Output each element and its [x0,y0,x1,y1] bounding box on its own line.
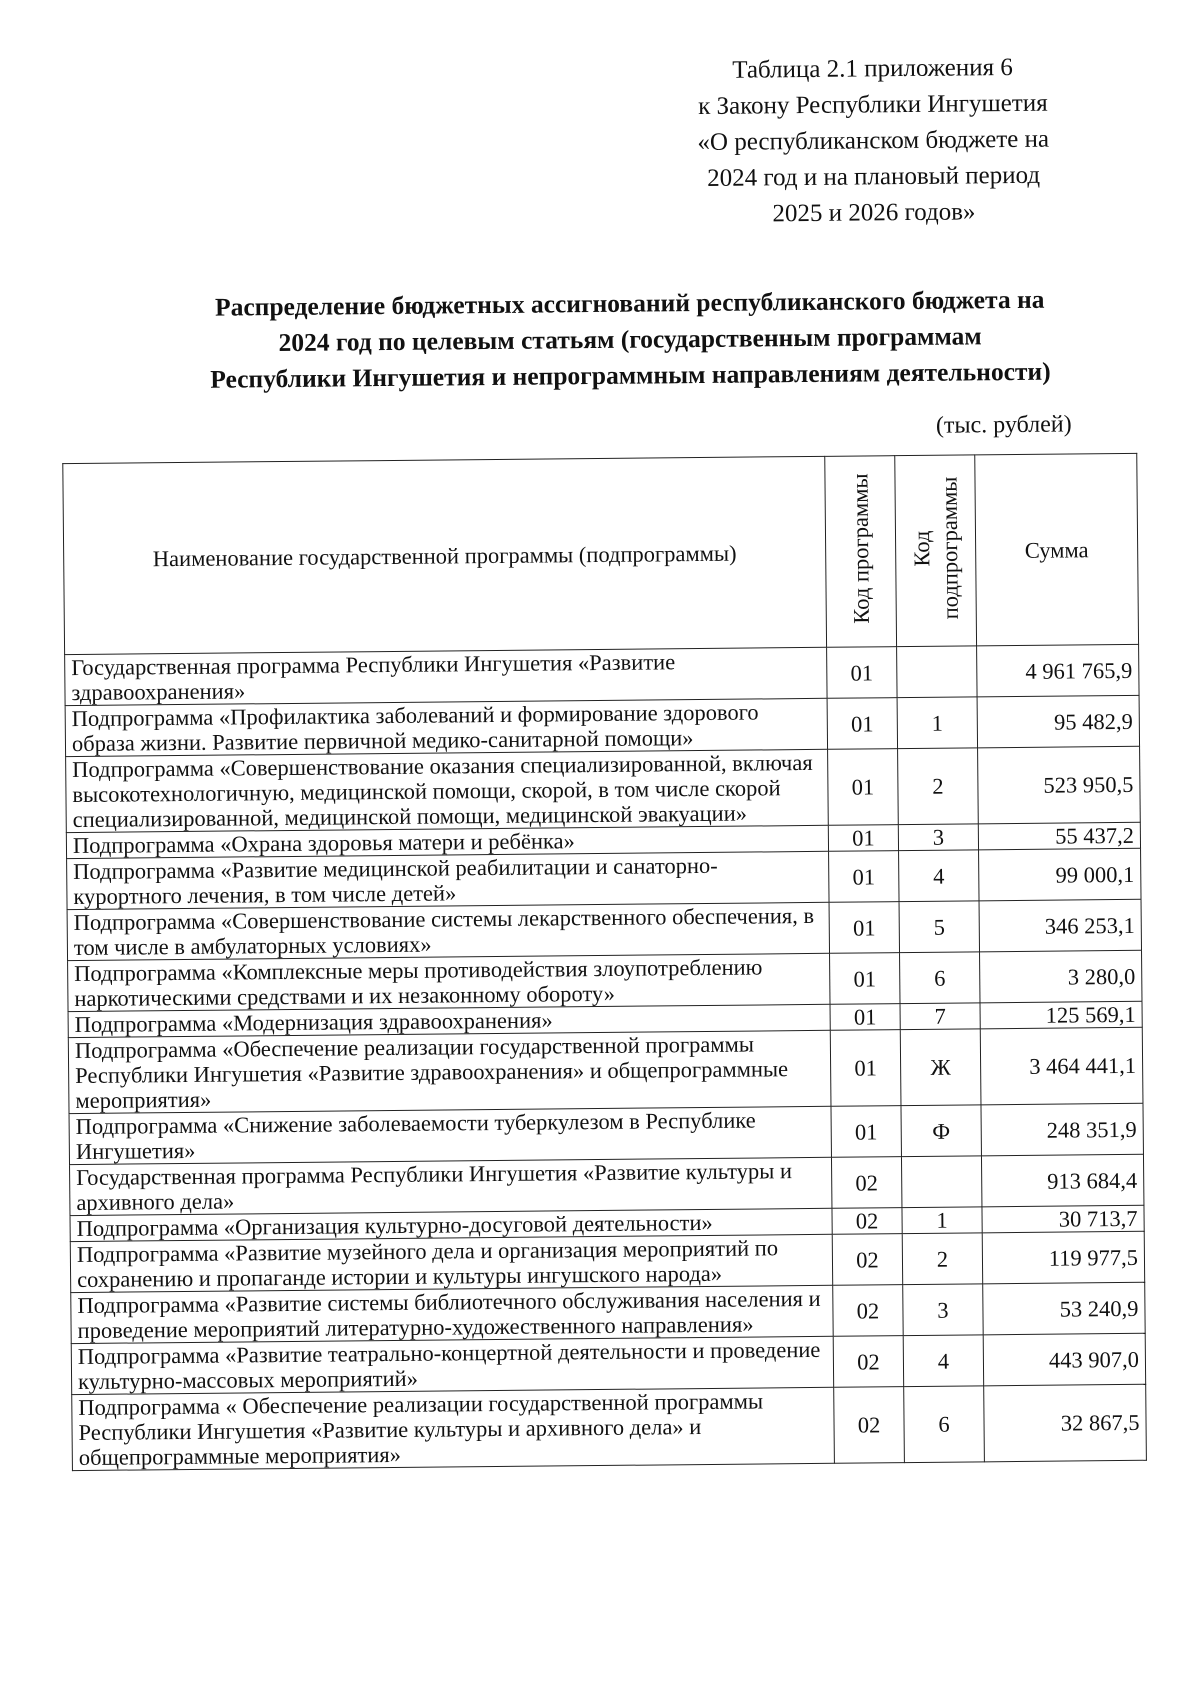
sum-cell: 32 867,5 [984,1384,1147,1462]
program-code-cell: 02 [833,1285,903,1337]
subprogram-code-cell: 2 [898,748,979,825]
program-code-cell: 02 [832,1234,902,1286]
program-name-cell: Подпрограмма «Профилактика заболеваний и формирование здорового образа жизни. Развитие первичной медико-санитарной помощи» [65,698,827,756]
sum-cell: 55 437,2 [978,822,1140,850]
annex-line: 2025 и 2026 годов» [772,198,976,228]
program-code-cell: 01 [828,825,898,852]
program-name-cell: Подпрограмма «Модернизация здравоохранения» [68,1004,830,1037]
sum-cell: 53 240,9 [983,1282,1145,1335]
sum-cell: 30 713,7 [982,1205,1144,1233]
annex-line: 2024 год и на плановый период [706,161,1041,192]
sum-cell: 3 464 441,1 [980,1027,1143,1105]
sum-cell: 248 351,9 [981,1103,1143,1156]
annex-line: Таблица 2.1 приложения 6 [732,54,1013,84]
subprogram-code-cell: 3 [903,1284,983,1336]
title-line: Республики Ингушетия и непрограммным направлениям деятельности) [210,356,1051,394]
program-code-cell: 02 [833,1336,903,1388]
subprogram-code-cell: 4 [899,850,979,902]
table-row [66,746,1141,832]
program-code-cell: 01 [827,698,897,750]
program-name-cell: Подпрограмма «Обеспечение реализации государственной программы Республики Ингушетия «Развитие здравоохранения» и общепрограммные мероприятия» [68,1030,831,1113]
subprogram-code-cell: 6 [900,952,980,1004]
title-line: 2024 год по целевым статьям (государственным программам [278,321,982,358]
subprogram-code-cell [901,1156,981,1208]
subprogram-code-cell [897,646,977,698]
subprogram-code-cell: 2 [902,1233,982,1285]
program-code-cell: 01 [829,851,899,903]
header-program-code [825,456,897,648]
program-name-cell: Подпрограмма «Совершенствование оказания специализированной, включая высокотехнологичную, медицинской помощи, скорой, в том числе скорой специализированной, медицинской помощи, медицинской эвакуации» [66,749,829,832]
table-header-row [63,453,1139,654]
subprogram-code-cell: Ф [901,1105,981,1157]
header-subprogram-code-line1: Код [908,530,934,567]
subprogram-code-cell: 5 [899,901,979,953]
subprogram-code-cell: Ж [900,1029,981,1106]
subprogram-code-cell: 7 [900,1003,980,1030]
sum-cell: 4 961 765,9 [977,644,1139,697]
sum-cell: 119 977,5 [982,1231,1144,1284]
program-code-cell: 01 [827,647,897,699]
subprogram-code-cell: 3 [898,824,978,851]
program-code-cell: 01 [830,953,900,1005]
program-code-cell: 01 [829,902,899,954]
header-program-name: Наименование государственной программы (подпрограммы) [63,456,827,654]
annex-line: к Закону Республики Ингушетия [697,89,1048,121]
sum-cell: 95 482,9 [977,695,1139,748]
sum-cell: 99 000,1 [979,848,1141,901]
program-code-cell: 01 [828,749,899,826]
units-label: (тыс. рублей) [935,411,1072,439]
program-code-cell: 02 [834,1387,905,1464]
program-name-cell: Подпрограмма «Совершенствование системы лекарственного обеспечения, в том числе в амбулаторных условиях» [67,902,829,960]
document-title [145,281,1116,398]
sum-cell: 913 684,4 [981,1154,1143,1207]
sum-cell: 523 950,5 [978,746,1141,824]
subprogram-code-cell: 1 [902,1207,982,1234]
sum-cell: 346 253,1 [979,899,1141,952]
table-body [65,644,1147,1470]
program-name-cell: Государственная программа Республики Ингушетия «Развитие здравоохранения» [65,647,827,705]
budget-table [62,453,1147,1471]
header-sum: Сумма [975,453,1139,646]
program-name-cell: Подпрограмма «Развитие системы библиотечного обслуживания населения и проведение мероприятий литературно-художественного направления» [71,1285,833,1343]
subprogram-code-cell: 4 [903,1335,983,1387]
program-name-cell: Подпрограмма « Обеспечение реализации государственной программы Республики Ингушетия «Развитие культуры и архивного дела» и общепрограммные мероприятия» [72,1387,835,1470]
program-name-cell: Подпрограмма «Снижение заболеваемости туберкулезом в Республике Ингушетия» [69,1106,831,1164]
program-name-cell: Подпрограмма «Развитие медицинской реабилитации и санаторно-курортного лечения, в том числе детей» [67,851,829,909]
program-name-cell: Подпрограмма «Развитие музейного дела и организация мероприятий по сохранению и пропаганде истории и культуры ингушского народа» [70,1234,832,1292]
program-name-cell: Подпрограмма «Организация культурно-досуговой деятельности» [70,1208,832,1241]
annex-line: «О республиканском бюджете на [697,125,1050,157]
header-subprogram-code-line2: подпрограммы [935,476,963,620]
program-name-cell: Подпрограмма «Охрана здоровья матери и ребёнка» [66,825,828,858]
table-row [68,1027,1143,1113]
program-name-cell: Подпрограмма «Развитие театрально-концертной деятельности и проведение культурно-массовых мероприятий» [71,1336,833,1394]
sum-cell: 3 280,0 [980,950,1142,1003]
subprogram-code-cell: 1 [897,697,977,749]
table-row [72,1384,1147,1470]
title-line: Распределение бюджетных ассигнований республиканского бюджета на [214,284,1045,322]
sum-cell: 443 907,0 [983,1333,1145,1386]
program-code-cell: 01 [831,1106,901,1158]
header-program-code-label: Код программы [846,473,874,625]
subprogram-code-cell: 6 [904,1386,985,1463]
program-code-cell: 01 [830,1004,900,1031]
program-name-cell: Подпрограмма «Комплексные меры противодействия злоупотреблению наркотическими средствами и их незаконному обороту» [68,953,830,1011]
annex-reference [652,49,1094,233]
program-name-cell: Государственная программа Республики Ингушетия «Развитие культуры и архивного дела» [70,1157,832,1215]
program-code-cell: 02 [832,1208,902,1235]
program-code-cell: 01 [830,1030,901,1107]
sum-cell: 125 569,1 [980,1001,1142,1029]
program-code-cell: 02 [831,1157,901,1209]
header-subprogram-code [895,455,977,647]
